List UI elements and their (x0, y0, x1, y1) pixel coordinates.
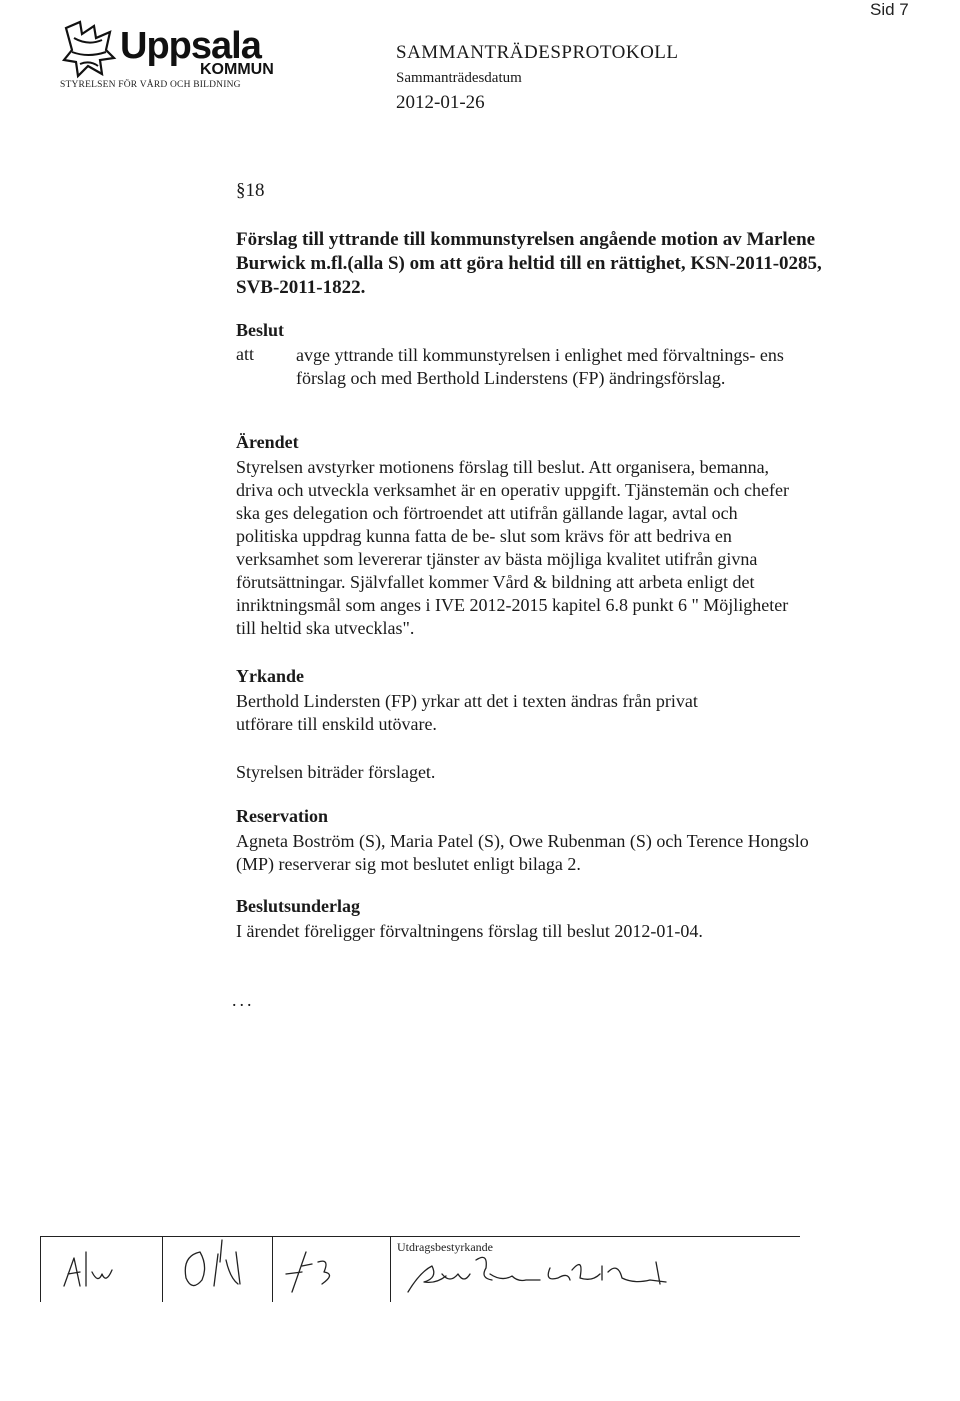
arendet-text: Styrelsen avstyrker motionens förslag till beslut. Att organisera, bemanna, driva och utveckla verksamhet är en operativ uppgift. Tjänstemän och chefer ska ges delegation och förtroendet att utifrån gällande lagar, avtal och politiska uppdrag kunna fatta de be- slut som krävs för att bedriva en verksamhet som levererar tjänster av bästa möjliga kvalitet utifrån givna förutsättningar. Självfallet kommer Vård & bildning att arbeta enligt det inriktningsmål som anges i IVE 2012-2015 kapitel 6.8 punkt 6 " Möjligheter till heltid ska utvecklas". (236, 457, 789, 638)
yrkande-text: Berthold Lindersten (FP) yrkar att det i texten ändras från privat utförare till enskild utövare. (236, 691, 698, 734)
beslutsunderlag-heading: Beslutsunderlag (236, 896, 361, 916)
subject-heading: Förslag till yttrande till kommunstyrelsen angående motion av Marlene Burwick m.fl.(alla S) om att göra heltid till en rättighet, KSN-2011-0285, SVB-2011-1822. (236, 229, 822, 298)
arendet-heading: Ärendet (236, 432, 299, 452)
paragraph-number: §18 (236, 180, 265, 201)
yrkande-heading: Yrkande (236, 666, 305, 686)
beslutsunderlag-text: I ärendet föreligger förvaltningens förslag till beslut 2012-01-04. (236, 921, 703, 941)
att-label: att (236, 344, 254, 364)
page-number: Sid 7 (870, 0, 909, 19)
crest-icon (60, 20, 118, 80)
reservation-text: Agneta Boström (S), Maria Patel (S), Owe Rubenman (S) och Terence Hongslo (MP) reserverar sig mot beslutet enligt bilaga 2. (236, 831, 809, 874)
continuation-dots: ... (232, 990, 255, 1010)
handwritten-signatures (40, 1222, 810, 1302)
date-label: Sammanträdesdatum (396, 70, 522, 86)
utdrag-label: Utdragsbestyrkande (397, 1240, 493, 1254)
agreement-text: Styrelsen biträder förslaget. (236, 762, 436, 782)
meeting-date: 2012-01-26 (396, 92, 485, 113)
logo-kommun: KOMMUN (200, 61, 274, 78)
document-title: SAMMANTRÄDESPROTOKOLL (396, 42, 679, 63)
logo-name: Uppsala (120, 25, 261, 67)
reservation-heading: Reservation (236, 806, 328, 826)
logo-subtitle: STYRELSEN FÖR VÅRD OCH BILDNING (60, 80, 241, 90)
signature-area (40, 1222, 810, 1302)
beslut-text: avge yttrande till kommunstyrelsen i enlighet med förvaltnings- ens förslag och med Berthold Linderstens (FP) ändringsförslag. (296, 345, 784, 388)
beslut-heading: Beslut (236, 320, 285, 340)
